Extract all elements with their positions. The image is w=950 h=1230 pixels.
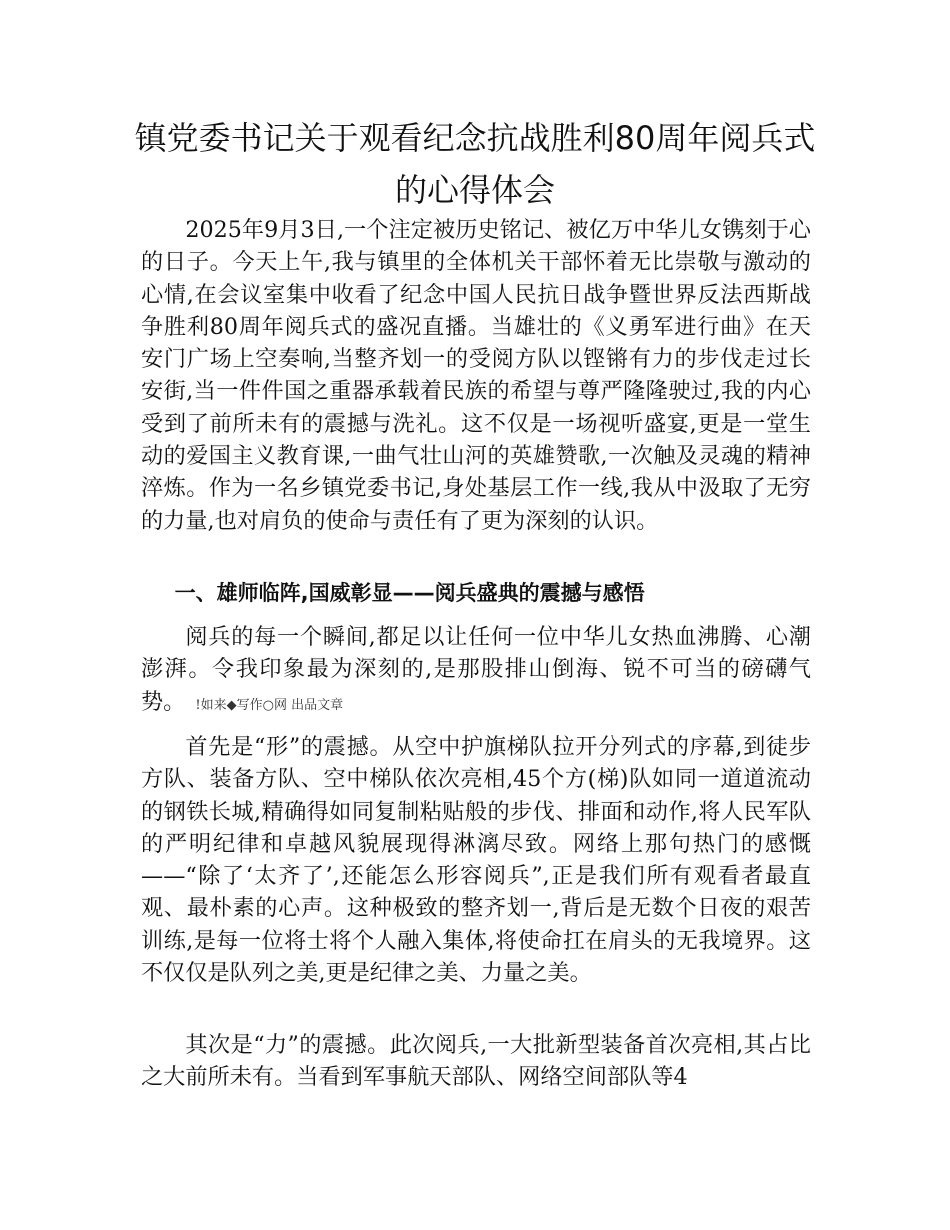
paragraph-section1-text: 阅兵的每一个瞬间,都足以让任何一位中华儿女热血沸腾、心潮澎湃。令我印象最为深刻的,是那股排山倒海、锐不可当的磅礴气势。 bbox=[141, 624, 811, 715]
document-title: 镇党委书记关于观看纪念抗战胜利80周年阅兵式的心得体会 bbox=[134, 119, 816, 209]
paragraph-intro: 2025年9月3日,一个注定被历史铭记、被亿万中华儿女镌刻于心的日子。今天上午,我与镇里的全体机关干部怀着无比崇敬与激动的心情,在会议室集中收看了纪念中国人民抗日战争暨世界反法西斯战争胜利80周年阅兵式的盛况直播。当雄壮的《义勇军进行曲》在天安门广场上空奏响,当整齐划一的受阅方队以铿锵有力的步伐走过长安街,当一件件国之重器承载着民族的希望与尊严隆隆驶过,我的内心受到了前所未有的震撼与洗礼。这不仅是一场视听盛宴,更是一堂生动的爱国主义教育课,一曲气壮山河的英雄赞歌,一次触及灵魂的精神淬炼。作为一名乡镇党委书记,身处基层工作一线,我从中汲取了无穷的力量,也对肩负的使命与责任有了更为深刻的认识。 bbox=[141, 217, 811, 534]
paragraph-force-shock: 其次是“力”的震撼。此次阅兵,一大批新型装备首次亮相,其占比之大前所未有。当看到军事航天部队、网络空间部队等4 bbox=[141, 1032, 811, 1091]
source-watermark: !如来◆写作○网 出品文章 bbox=[195, 697, 344, 713]
section-heading-1: 一、雄师临阵,国威彰显——阅兵盛典的震撼与感悟 bbox=[174, 581, 645, 605]
paragraph-section1-intro bbox=[141, 621, 811, 722]
paragraph-form-shock: 首先是“形”的震撼。从空中护旗梯队拉开分列式的序幕,到徒步方队、装备方队、空中梯队依次亮相,45个方(梯)队如同一道道流动的钢铁长城,精确得如同复制粘贴般的步伐、排面和动作,将人民军队的严明纪律和卓越风貌展现得淋漓尽致。网络上那句热门的感慨——“除了‘太齐了’,还能怎么形容阅兵”,正是我们所有观看者最直观、最朴素的心声。这种极致的整齐划一,背后是无数个日夜的艰苦训练,是每一位将士将个人融入集体,将使命扛在肩头的无我境界。这不仅仅是队列之美,更是纪律之美、力量之美。 bbox=[141, 734, 811, 987]
